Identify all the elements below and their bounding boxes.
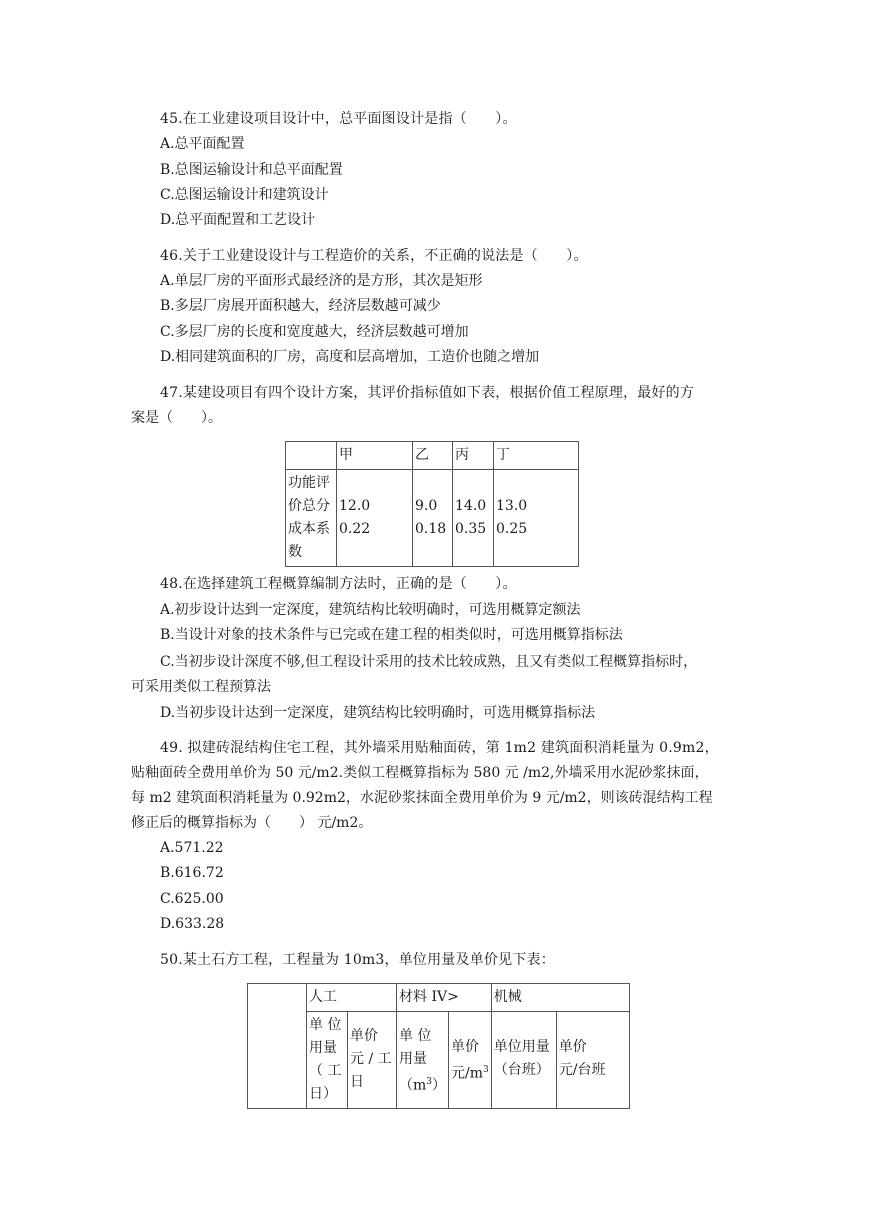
- q45-option-c: C.总图运输设计和建筑设计: [160, 187, 329, 203]
- header-machinery: 机械: [491, 984, 629, 1012]
- q49-stem-line2: 贴釉面砖全费用单价为 50 元/m2.类似工程概算指标为 580 元 /m2,外墙采用水泥砂浆抹面，: [131, 765, 709, 781]
- cell-part: 元/m: [451, 1065, 484, 1082]
- row-label-line: 价总分: [288, 498, 330, 514]
- cell-line: 元/台班: [558, 1062, 606, 1078]
- q48-option-c-line2: 可采用类似工程预算法: [131, 679, 271, 695]
- bing-cost: 0.35: [455, 521, 487, 537]
- q46-option-d: D.相同建筑面积的厂房，高度和层高增加，工造价也随之增加: [160, 349, 540, 365]
- q49-option-d: D.633.28: [160, 916, 225, 932]
- q48-option-a: A.初步设计达到一定深度，建筑结构比较明确时，可选用概算定额法: [160, 602, 581, 618]
- labor-qty-cell: [307, 1012, 348, 1109]
- machinery-price-cell: [556, 1012, 629, 1109]
- yi-cost: 0.18: [415, 521, 447, 537]
- header-cell-empty: [286, 442, 337, 470]
- corner-cell: [248, 984, 307, 1109]
- q45-option-b: B.总图运输设计和总平面配置: [160, 162, 343, 178]
- material-qty-cell: [397, 1012, 449, 1109]
- header-cell-yi: 乙: [413, 442, 453, 470]
- cell-line: 单价: [558, 1039, 587, 1055]
- q49-option-c: C.625.00: [160, 891, 224, 907]
- ding-score: 13.0: [496, 498, 528, 514]
- header-cell-ding: 丁: [494, 442, 579, 470]
- table-header-row: [286, 442, 579, 470]
- header-material: 材料 IV>: [397, 984, 492, 1012]
- row-label-cell: [286, 470, 337, 567]
- bing-score: 14.0: [455, 498, 487, 514]
- jia-score: 12.0: [339, 498, 371, 514]
- row-label-line: 成本系: [288, 521, 330, 537]
- q47-evaluation-table: [285, 441, 579, 567]
- q48-option-c-line1: C.当初步设计深度不够,但工程设计采用的技术比较成熟，且又有类似工程概算指标时，: [160, 654, 698, 670]
- cell-line: 用量: [309, 1040, 337, 1056]
- q48-stem: 48.在选择建筑工程概算编制方法时，正确的是（ ）。: [160, 576, 517, 592]
- header-labor: 人工: [307, 984, 397, 1012]
- row-label-line: 数: [288, 544, 302, 560]
- cell-line: （台班）: [493, 1062, 550, 1078]
- bing-values-cell: [453, 470, 494, 567]
- cell-line: 单 位: [399, 1028, 432, 1044]
- table-header-row: [248, 984, 630, 1012]
- q49-stem-line4: 修正后的概算指标为（ ） 元/m2。: [131, 815, 373, 831]
- q47-stem-line2: 案是（ ）。: [131, 410, 222, 426]
- labor-price-cell: [348, 1012, 397, 1109]
- yi-values-cell: [413, 470, 453, 567]
- q49-stem-line3: 每 m2 建筑面积消耗量为 0.92m2，水泥砂浆抹面全费用单价为 9 元/m2，则该砖混结构工程: [131, 790, 713, 806]
- table-row: [286, 470, 579, 567]
- cell-line: 单位用量: [493, 1039, 550, 1055]
- q46-option-a: A.单层厂房的平面形式最经济的是方形，其次是矩形: [160, 273, 483, 289]
- q45-stem: 45.在工业建设项目设计中，总平面图设计是指（ ）。: [160, 111, 517, 127]
- q49-option-a: A.571.22: [160, 840, 224, 856]
- q49-stem-line1: 49. 拟建砖混结构住宅工程，其外墙采用贴釉面砖，第 1m2 建筑面积消耗量为 0.9m2，: [160, 740, 719, 756]
- q48-option-d: D.当初步设计达到一定深度，建筑结构比较明确时，可选用概算指标法: [160, 705, 596, 721]
- q47-stem-line1: 47.某建设项目有四个设计方案，其评价指标值如下表，根据价值工程原理，最好的方: [160, 385, 695, 401]
- header-cell-bing: 丙: [453, 442, 494, 470]
- superscript: 3: [426, 1077, 433, 1087]
- ding-cost: 0.25: [496, 521, 528, 537]
- q48-option-b: B.当设计对象的技术条件与已完或在建工程的相类似时，可选用概算指标法: [160, 627, 623, 643]
- cell-part: ）: [432, 1077, 447, 1094]
- cell-line: 单价: [350, 1028, 378, 1044]
- cell-line: 元 / 工: [350, 1051, 392, 1067]
- yi-score: 9.0: [415, 498, 438, 514]
- cell-part: （m: [399, 1077, 427, 1094]
- q46-option-c: C.多层厂房的长度和宽度越大，经济层数越可增加: [160, 324, 469, 340]
- material-price-cell: [449, 1012, 492, 1109]
- q45-option-a: A.总平面配置: [160, 136, 245, 152]
- cell-line: （ 工: [309, 1063, 342, 1079]
- q45-option-d: D.总平面配置和工艺设计: [160, 212, 316, 228]
- ding-values-cell: [494, 470, 579, 567]
- header-cell-jia: 甲: [337, 442, 413, 470]
- jia-cost: 0.22: [339, 521, 371, 537]
- cell-line: 日: [350, 1074, 364, 1090]
- row-label-line: 功能评: [288, 475, 330, 491]
- q46-option-b: B.多层厂房展开面积越大，经济层数越可减少: [160, 298, 441, 314]
- cell-line: [399, 1071, 446, 1098]
- cell-line: 用量: [399, 1051, 427, 1067]
- machinery-qty-cell: [491, 1012, 556, 1109]
- cell-line: 单价: [451, 1039, 480, 1055]
- jia-values-cell: [337, 470, 413, 567]
- q50-stem: 50.某土石方工程，工程量为 10m3，单位用量及单价见下表：: [160, 952, 555, 968]
- cell-line: 日）: [309, 1086, 337, 1102]
- cell-line: 单 位: [309, 1017, 342, 1033]
- q46-stem: 46.关于工业建设设计与工程造价的关系，不正确的说法是（ ）。: [160, 248, 588, 264]
- q50-unit-price-table: [247, 983, 630, 1109]
- superscript: 3: [483, 1065, 489, 1075]
- q49-option-b: B.616.72: [160, 865, 224, 881]
- cell-line: [451, 1059, 489, 1086]
